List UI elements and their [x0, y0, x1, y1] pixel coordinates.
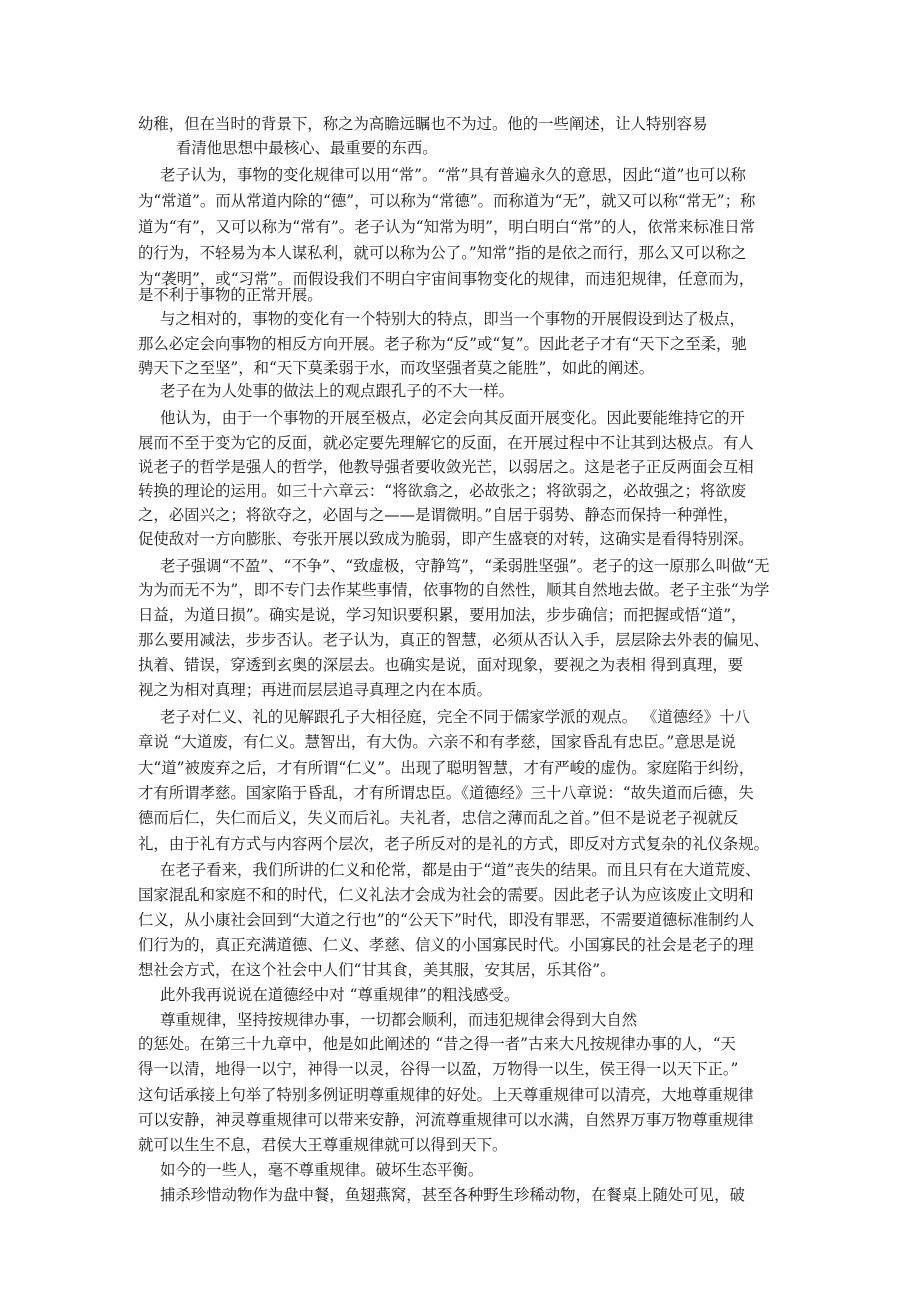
text-line: 尊重规律，坚持按规律办事，一切都会顺利，而违犯规律会得到大自然	[160, 1011, 638, 1029]
text-line: 才有所谓孝慈。国家陷于昏乱，才有所谓忠臣。《道德经》三十八章说：“故失道而后德，失	[138, 784, 754, 802]
text-line: 骋天下之至坚”，和“天下莫柔弱于水，而攻坚强者莫之能胜”，如此的阐述。	[138, 359, 655, 377]
text-line: 幼稚，但在当时的背景下，称之为高瞻远瞩也不为过。他的一些阐述，让人特别容易	[138, 115, 708, 133]
text-line: 那么要用减法，步步否认。老子认为，真正的智慧，必须从否认入手，层层除去外表的偏见、	[138, 631, 770, 649]
text-line: 为为而无不为”，即不专门去作某些事情，依事物的自然性，顺其自然地去做。老子主张“为学	[138, 581, 770, 599]
text-line: 的行为，不轻易为本人谋私利，就可以称为公了。”知常”指的是依之而行，那么又可以称之	[138, 244, 747, 262]
text-line: 那么必定会向事物的相反方向开展。老子称为“反”或“复”。因此老子才有“天下之至柔，驰	[138, 335, 747, 353]
text-line: 他认为，由于一个事物的开展至极点，必定会向其反面开展变化。因此要能维持它的开	[160, 409, 745, 427]
text-line: 的惩处。在第三十九章中，他是如此阐述的 “昔之得一者”古来大凡按规律办事的人，“天	[138, 1035, 736, 1053]
text-line: 如今的一些人，毫不尊重规律。破坏生态平衡。	[160, 1161, 484, 1179]
text-line: 道为“有”，又可以称为“常有”。老子认为“知常为明”，明白明白“常”的人，依常来标准日常	[138, 218, 756, 236]
text-line: 大“道”被废弃之后，才有所谓“仁义”。出现了聪明智慧，才有严峻的虚伪。家庭陷于纠纷，	[138, 759, 755, 777]
text-line: 德而后仁，失仁而后义，失义而后礼。夫礼者，忠信之薄而乱之首。”但不是说老子视就反	[138, 809, 739, 827]
text-line: 章说 “大道废，有仁义。慧智出，有大伪。六亲不和有孝慈，国家昏乱有忠臣。”意思是说	[138, 733, 736, 751]
text-line: 得一以清，地得一以宁，神得一以灵，谷得一以盈，万物得一以生，侯王得一以天下正。”	[138, 1060, 739, 1078]
text-line: 与之相对的，事物的变化有一个特别大的特点，即当一个事物的开展假设到达了极点，	[160, 310, 745, 328]
text-line: 国家混乱和家庭不和的时代，仁义礼法才会成为社会的需要。因此老子认为应该废止文明和	[138, 886, 754, 904]
text-line: 为“常道”。而从常道内除的“德”，可以称为“常德”。而称道为“无”，就又可以称“常无”；称	[138, 192, 756, 210]
text-line: 执着、错误，穿透到玄奥的深层去。也确实是说，面对现象，要视之为表相 得到真理，要	[138, 656, 744, 674]
text-line: 这句话承接上句举了特别多例证明尊重规律的好处。上天尊重规律可以清亮，大地尊重规律	[138, 1086, 754, 1104]
text-line: 礼，由于礼有方式与内容两个层次，老子所反对的是礼的方式，即反对方式复杂的礼仪条规。	[138, 835, 770, 853]
text-line: 展而不至于变为它的反面，就必定要先理解它的反面，在开展过程中不让其到达极点。有人	[138, 434, 754, 452]
text-line: 看清他思想中最核心、最重要的东西。	[176, 139, 438, 157]
text-line: 在老子看来，我们所讲的仁义和伦常，都是由于“道”丧失的结果。而且只有在大道荒废、	[160, 861, 761, 879]
text-line: 老子强调“不盈”、“不争”、“致虚极，守静笃”，“柔弱胜坚强”。老子的这一原那么叫做“无	[160, 557, 770, 575]
text-line: 转换的理论的运用。如三十六章云：“将欲翕之，必故张之；将欲弱之，必故强之；将欲废	[138, 482, 747, 500]
text-line: 老子在为人处事的做法上的观点跟孔子的不大一样。	[160, 382, 514, 400]
text-line: 想社会方式，在这个社会中人们“甘其食，美其服，安其居，乐其俗”。	[138, 961, 616, 979]
text-line: 之，必固兴之；将欲夺之，必固与之——是谓微明。”自居于弱势、静态而保持一种弹性，	[138, 506, 739, 524]
text-line: 仁义，从小康社会回到“大道之行也”的“公天下”时代，即没有罪恶，不需要道德标准制约人	[138, 911, 755, 929]
text-line: 日益，为道日损”。确实是说，学习知识要积累，要用加法，步步确信；而把握或悟“道”，	[138, 606, 747, 624]
text-line: 是不利于事物的正常开展。	[138, 286, 323, 304]
text-line: 就可以生生不息，君侯大王尊重规律就可以得到天下。	[138, 1136, 508, 1154]
text-line: 老子对仁义、礼的见解跟孔子大相径庭，完全不同于儒家学派的观点。 《道德经》十八	[160, 708, 750, 726]
text-line: 可以安静，神灵尊重规律可以带来安静，河流尊重规律可以水满，自然界万事万物尊重规律	[138, 1111, 754, 1129]
text-line: 捕杀珍惜动物作为盘中餐，鱼翅燕窝，甚至各种野生珍稀动物，在餐桌上随处可见，破	[160, 1186, 745, 1204]
text-line: 老子认为，事物的变化规律可以用“常”。“常”具有普遍永久的意思，因此“道”也可以称	[160, 166, 746, 184]
text-line: 此外我再说说在道德经中对 “尊重规律”的粗浅感受。	[160, 986, 520, 1004]
text-line: 为“袭明”，或“习常”。而假设我们不明白宇宙间事物变化的规律，而违犯规律，任意而为，	[138, 270, 755, 288]
text-line: 促使敌对一方向膨胀、夸张开展以致成为脆弱，即产生盛衰的对转，这确实是看得特别深。	[138, 530, 754, 548]
text-line: 视之为相对真理；再进而层层追寻真理之内在本质。	[138, 681, 492, 699]
text-line: 说老子的哲学是强人的哲学，他教导强者要收敛光芒，以弱居之。这是老子正反两面会互相	[138, 458, 754, 476]
text-line: 们行为的，真正充满道德、仁义、孝慈、信义的小国寡民时代。小国寡民的社会是老子的理	[138, 936, 754, 954]
